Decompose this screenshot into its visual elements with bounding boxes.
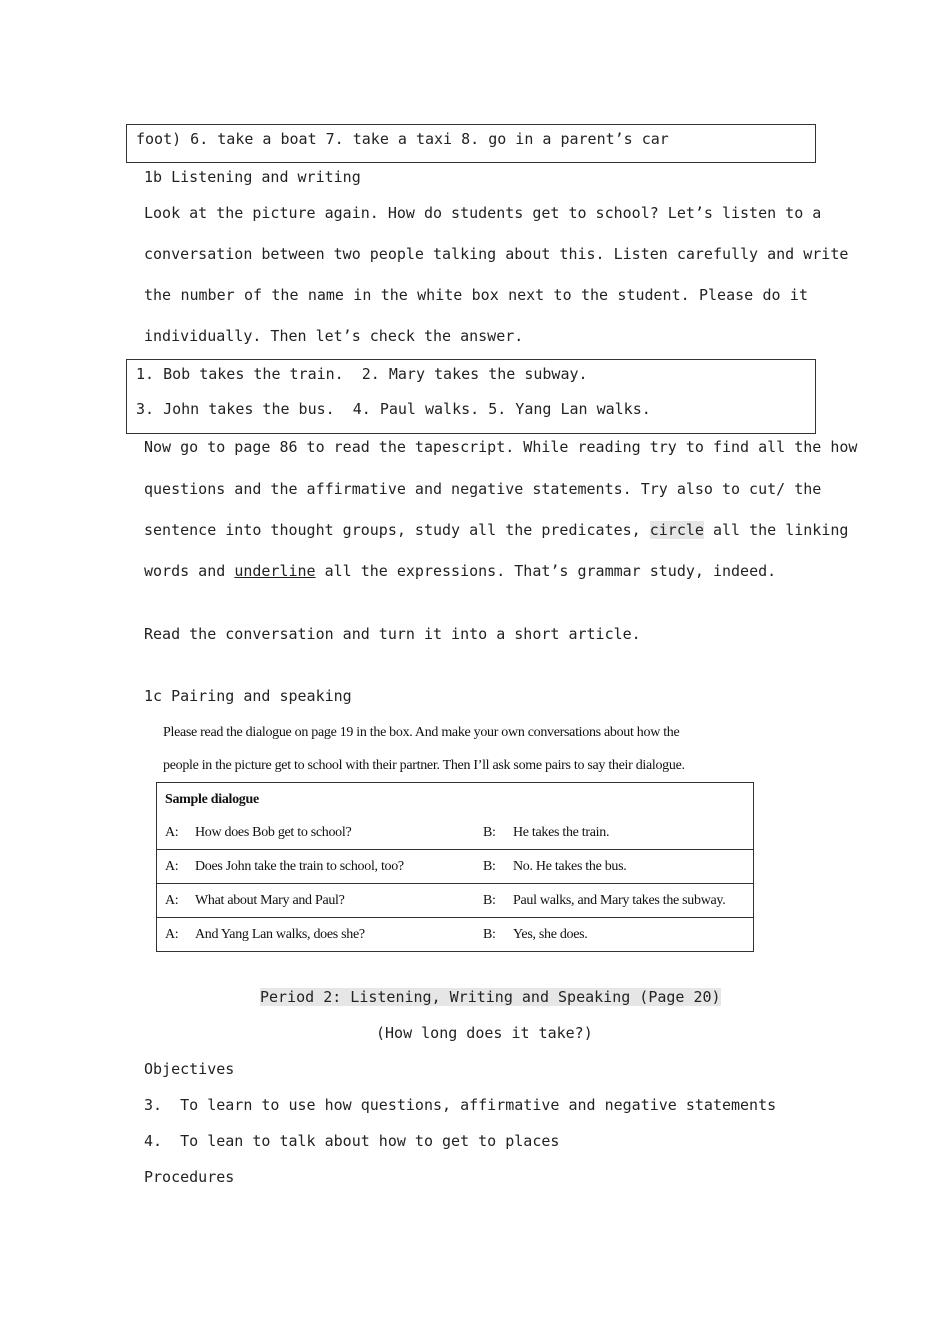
speaker-b-line: He takes the train.	[513, 824, 610, 840]
speaker-b-label: B:	[477, 918, 513, 952]
circle-word: circle	[649, 521, 704, 539]
para-line: conversation between two people talking about this. Listen carefully and write	[144, 245, 849, 263]
reading-text: all the expressions. That’s grammar study, indeed.	[324, 562, 777, 580]
section-1c-intro: Please read the dialogue on page 19 in the box. And make your own conversations about how the	[163, 725, 680, 740]
speaker-a-line: And Yang Lan walks, does she?	[195, 918, 477, 952]
reading-text: words and	[144, 562, 226, 580]
answer-line: 1. Bob takes the train. 2. Mary takes the subway.	[136, 365, 588, 383]
speaker-a-label: A:	[157, 850, 196, 884]
speaker-b-label: B:	[477, 850, 513, 884]
procedures-label: Procedures	[144, 1168, 235, 1186]
reading-line: Now go to page 86 to read the tapescript. While reading try to find all the how	[144, 438, 858, 456]
section-1c-intro: people in the picture get to school with their partner. Then I’ll ask some pairs to say their dialogue.	[163, 758, 685, 773]
speaker-a-line: What about Mary and Paul?	[195, 884, 477, 918]
objectives-label: Objectives	[144, 1060, 235, 1078]
section-1b-heading: 1b Listening and writing	[144, 168, 361, 186]
period-2-subtitle: (How long does it take?)	[376, 1024, 593, 1042]
speaker-b-label: B:	[477, 884, 513, 918]
section-1c-heading: 1c Pairing and speaking	[144, 687, 352, 705]
speaker-b-line: No. He takes the bus.	[513, 850, 754, 884]
answer-line: 3. John takes the bus. 4. Paul walks. 5. Yang Lan walks.	[136, 400, 651, 418]
speaker-a-line: How does Bob get to school?	[195, 824, 352, 840]
continuation-text: foot) 6. take a boat 7. take a taxi 8. go in a parent’s car	[136, 130, 669, 148]
reading-text: sentence into thought groups, study all the predicates,	[144, 521, 641, 539]
speaker-b-label: B:	[483, 824, 496, 840]
dialogue-row	[157, 884, 754, 918]
continuation-box	[126, 124, 816, 163]
underline-word: underline	[234, 562, 316, 580]
speaker-b-line: Yes, she does.	[513, 918, 754, 952]
speaker-b-line: Paul walks, and Mary takes the subway.	[513, 884, 754, 918]
answer-box	[126, 359, 816, 434]
dialogue-row	[157, 918, 754, 952]
objective-item: 4. To lean to talk about how to get to places	[144, 1132, 560, 1150]
speaker-a-line: Does John take the train to school, too?	[195, 850, 477, 884]
speaker-a-label: A:	[157, 884, 196, 918]
dialogue-row	[157, 816, 754, 850]
reading-line	[144, 562, 776, 580]
speaker-a-label: A:	[165, 824, 179, 840]
speaker-a-label: A:	[157, 918, 196, 952]
objective-item: 3. To learn to use how questions, affirmative and negative statements	[144, 1096, 777, 1114]
reading-line	[144, 521, 849, 539]
para-line: individually. Then let’s check the answer.	[144, 327, 524, 345]
read-turn-instruction: Read the conversation and turn it into a short article.	[144, 625, 641, 643]
period-2-title: Period 2: Listening, Writing and Speaking (Page 20)	[260, 988, 721, 1006]
sample-dialogue-table	[156, 782, 754, 952]
reading-text: all the linking	[712, 521, 849, 539]
dialogue-title: Sample dialogue	[165, 791, 259, 807]
para-line: Look at the picture again. How do students get to school? Let’s listen to a	[144, 204, 822, 222]
reading-line: questions and the affirmative and negative statements. Try also to cut/ the	[144, 480, 822, 498]
dialogue-row	[157, 850, 754, 884]
para-line: the number of the name in the white box next to the student. Please do it	[144, 286, 808, 304]
